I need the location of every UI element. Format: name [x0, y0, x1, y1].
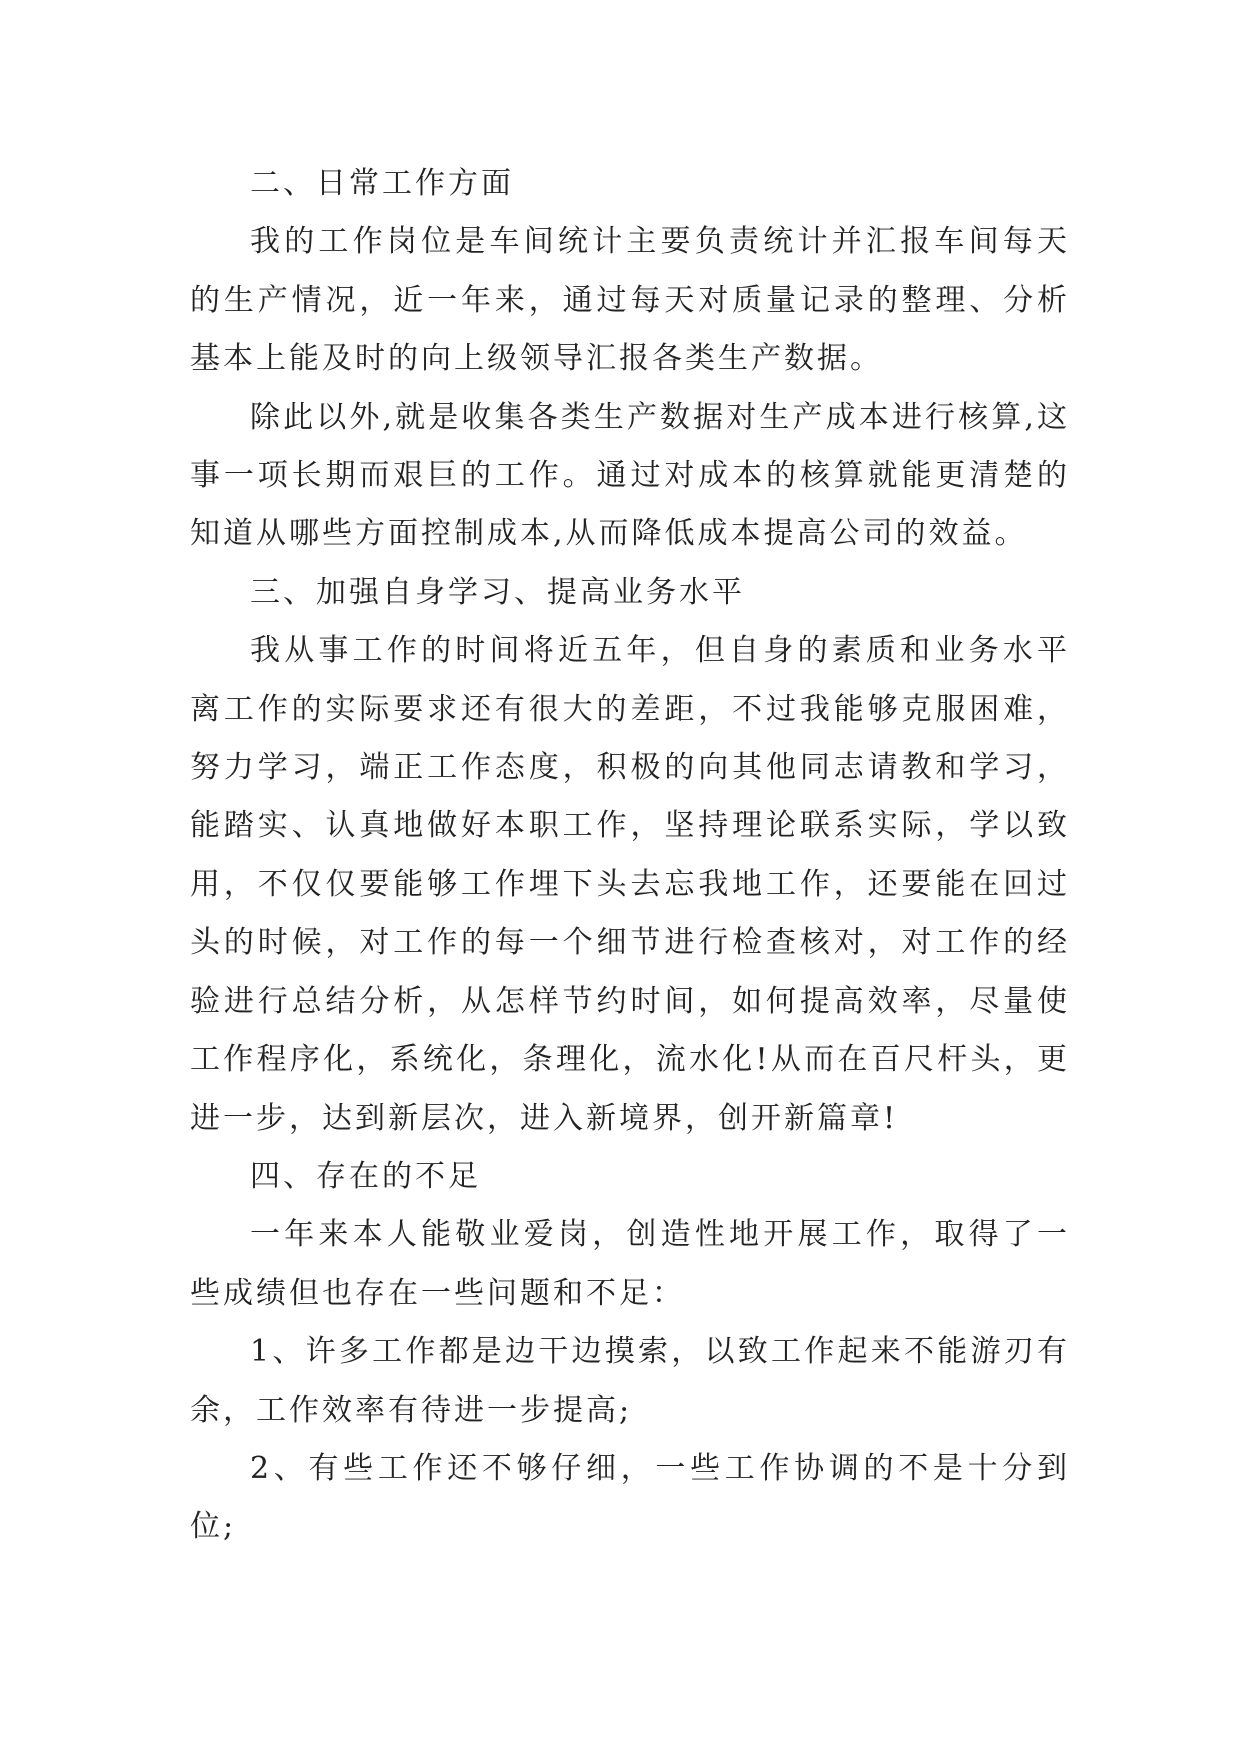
document-body: [190, 155, 1070, 1557]
body-paragraph: 1、许多工作都是边干边摸索，以致工作起来不能游刃有余，工作效率有待进一步提高;: [190, 1334, 1070, 1428]
section-heading: 四、存在的不足: [250, 1158, 481, 1194]
section-heading: 二、日常工作方面: [250, 166, 514, 201]
body-paragraph: 除此以外,就是收集各类生产数据对生产成本进行核算,这事一项长期而艰巨的工作。通过对成本的核算就能更清楚的知道从哪些方面控制成本,从而降低成本提高公司的效益。: [190, 399, 1070, 552]
body-paragraph: 2、有些工作还不够仔细，一些工作协调的不是十分到位;: [190, 1450, 1070, 1545]
body-paragraph: 一年来本人能敬业爱岗，创造性地开展工作，取得了一些成绩但也存在一些问题和不足：: [190, 1217, 1070, 1311]
section-heading: 三、加强自身学习、提高业务水平: [250, 574, 745, 610]
body-paragraph: 我的工作岗位是车间统计主要负责统计并汇报车间每天的生产情况，近一年来，通过每天对质量记录的整理、分析基本上能及时的向上级领导汇报各类生产数据。: [190, 224, 1070, 377]
body-paragraph: 我从事工作的时间将近五年，但自身的素质和业务水平离工作的实际要求还有很大的差距，不过我能够克服困难，努力学习，端正工作态度，积极的向其他同志请教和学习，能踏实、认真地做好本职工作，坚持理论联系实际，学以致用，不仅仅要能够工作埋下头去忘我地工作，还要能在回过头的时候，对工作的每一个细节进行检查核对，对工作的经验进行总结分析，从怎样节约时间，如何提高效率，尽量使工作程序化，系统化，条理化，流水化!从而在百尺杆头，更进一步，达到新层次，进入新境界，创开新篇章!: [190, 633, 1070, 1136]
